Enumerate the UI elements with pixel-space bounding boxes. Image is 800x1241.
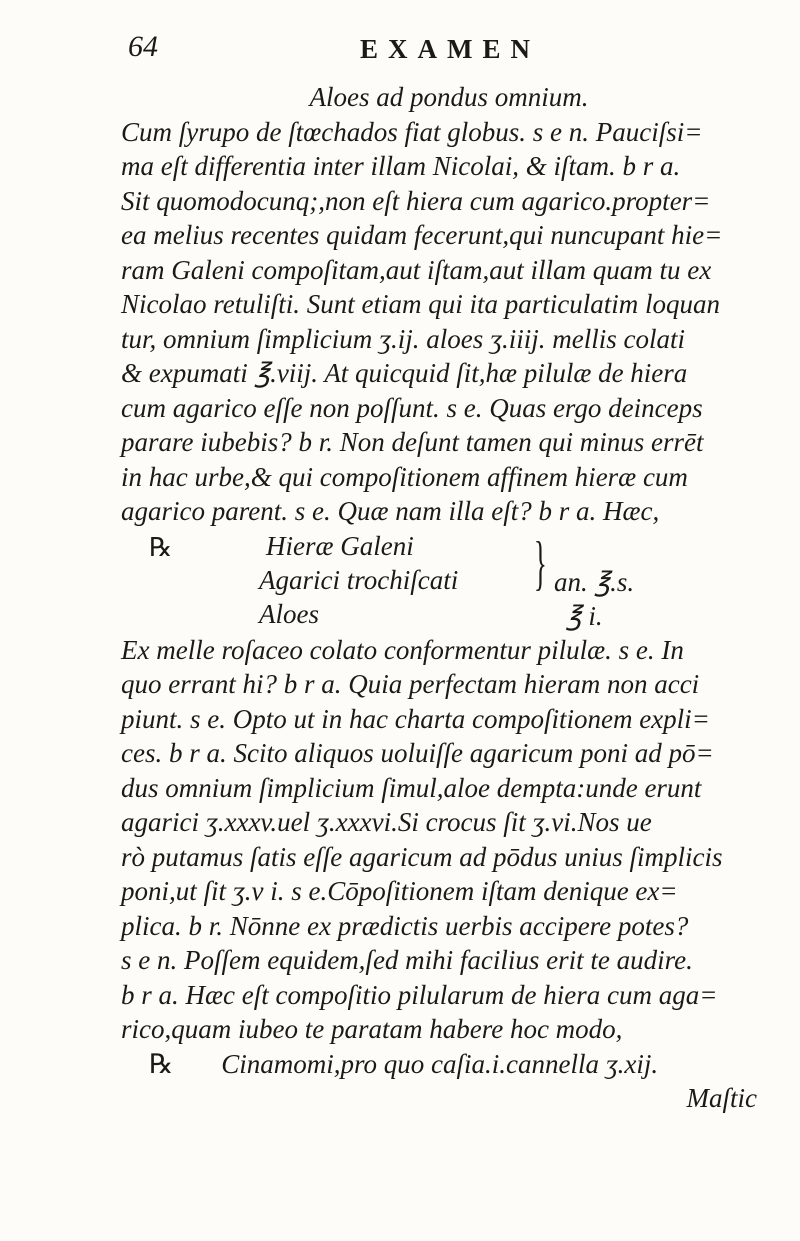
text-line: b r a. Hæc eſt compoſitio pilularum de hiera cum aga= [121, 979, 718, 1010]
text-line: parare iubebis? b r. Non deſunt tamen qui minus errēt [121, 427, 704, 457]
text-line: poni,ut ſit ʒ.v i. s e.Cōpoſitionem iſtam denique ex= [121, 876, 678, 906]
text-line: agarico parent. s e. Quæ nam illa eſt? b r a. Hæc, [121, 496, 660, 526]
body-text [121, 80, 777, 1116]
recipe-ingredient: Hieræ Galeni [266, 530, 414, 561]
recipe-ingredient: Aloes [259, 598, 319, 629]
text-line: & expumati ℥.viij. At quicquid ſit,hæ pilulæ de hiera [121, 358, 688, 388]
running-head: EXAMEN [360, 34, 540, 64]
text-line: Sit quomodocunq;,non eſt hiera cum agarico.propter= [121, 185, 711, 216]
text-line [121, 1047, 777, 1082]
text-line: cum agarico eſſe non poſſunt. s e. Quas ergo deinceps [121, 392, 703, 423]
text-line: ea melius recentes quidam fecerunt,qui nuncupant hie= [121, 220, 723, 250]
text-line: piunt. s e. Opto ut in hac charta compoſitionem expli= [121, 703, 710, 734]
text-line: Cum ſyrupo de ſtœchados fiat globus. s e n. Pauciſsi= [121, 116, 703, 147]
text-line: ces. b r a. Scito aliquos uoluiſſe agaricum poni ad pō= [121, 738, 714, 768]
text-line: agarici ʒ.xxxv.uel ʒ.xxxvi.Si crocus ſit ʒ.vi.Nos ue [121, 807, 652, 837]
text-line: tur, omnium ſimplicium ʒ.ij. aloes ʒ.iiij. mellis colati [121, 323, 685, 354]
text-line: s e n. Poſſem equidem,ſed mihi facilius erit te audire. [121, 945, 693, 975]
recipe-quantity: an. ℥.s. [554, 566, 635, 597]
text-line: dus omnium ſimplicium ſimul,aloe dempta:unde erunt [121, 772, 702, 803]
catchword-line [121, 1081, 777, 1116]
brace-mark: } [533, 529, 547, 596]
recipe-symbol: ℞ [149, 1048, 174, 1079]
text-line: Aloes ad pondus omnium. [309, 82, 589, 112]
text-line: rico,quam iubeo te paratam habere hoc modo, [121, 1014, 623, 1044]
text-line: quo errant hi? b r a. Quia perfectam hieram non acci [121, 669, 700, 699]
recipe-line: Cinamomi,pro quo caſia.i.cannella ʒ.xij. [221, 1048, 659, 1079]
catchword: Maſtic [686, 1083, 757, 1113]
text-line: plica. b r. Nōnne ex prædictis uerbis accipere potes? [121, 910, 689, 941]
recipe-ingredient: Agarici trochiſcati [259, 564, 459, 595]
text-line: Ex melle roſaceo colato conformentur pilulæ. s e. In [121, 634, 684, 665]
text-line: rò putamus ſatis eſſe agaricum ad pōdus unius ſimplicis [121, 841, 723, 872]
text-line: ma eſt differentia inter illam Nicolai, & iſtam. b r a. [121, 151, 681, 181]
recipe-quantity: ℥ i. [566, 600, 603, 631]
page-number: 64 [128, 30, 158, 63]
page-header [0, 30, 800, 80]
text-line: in hac urbe,& qui compoſitionem affinem hieræ cum [121, 461, 688, 492]
recipe-symbol: ℞ [149, 532, 173, 562]
recipe-block [121, 529, 777, 633]
text-line: Nicolao retuliſti. Sunt etiam qui ita particulatim loquan [121, 289, 720, 319]
text-line: ram Galeni compoſitam,aut iſtam,aut illam quam tu ex [121, 254, 712, 285]
